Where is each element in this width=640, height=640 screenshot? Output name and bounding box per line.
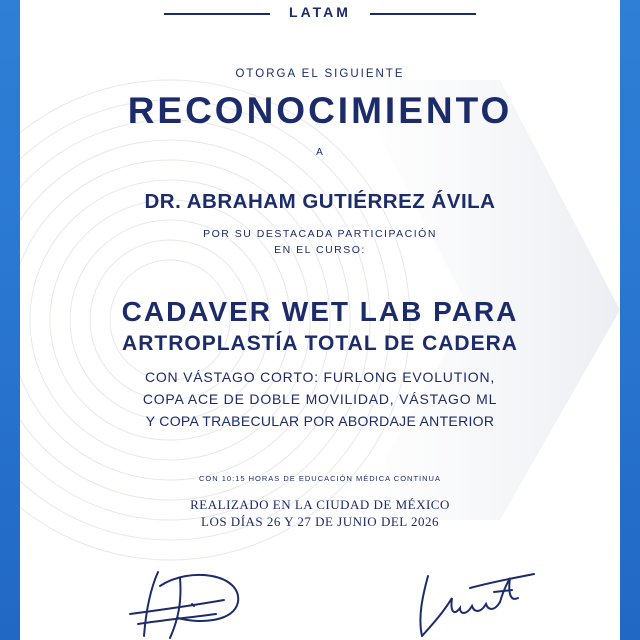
education-hours: CON 10:15 HORAS DE EDUCACIÓN MÉDICA CONTINUA: [199, 474, 441, 483]
location-line: REALIZADO EN LA CIUDAD DE MÉXICO: [190, 497, 450, 512]
reason-line-1: POR SU DESTACADA PARTICIPACIÓN: [203, 228, 437, 240]
preposition-text: A: [316, 147, 324, 158]
signature-right: [400, 568, 540, 640]
course-detail-line-3: Y COPA TRABECULAR POR ABORDAJE ANTERIOR: [145, 413, 495, 429]
course-title-line-1: CADAVER WET LAB PARA: [121, 296, 519, 327]
course-detail-line-2: COPA ACE DE DOBLE MOVILIDAD, VÁSTAGO ML: [142, 391, 498, 407]
signature-left: [120, 560, 250, 640]
certificate: [20, 0, 620, 640]
recipient-name: DR. ABRAHAM GUTIÉRREZ ÁVILA: [144, 190, 496, 213]
intro-text: OTORGA EL SIGUIENTE: [235, 68, 405, 80]
course-detail-line-1: CON VÁSTAGO CORTO: FURLONG EVOLUTION,: [144, 369, 496, 385]
course-title-line-2: ARTROPLASTÍA TOTAL DE CADERA: [122, 332, 518, 355]
reason-line-2: EN EL CURSO:: [274, 244, 366, 256]
dates-line: LOS DÍAS 26 Y 27 DE JUNIO DEL 2026: [201, 514, 439, 529]
brand-label: LATAM: [289, 4, 351, 20]
certificate-title: RECONOCIMIENTO: [127, 90, 513, 131]
header-divider-right: [370, 13, 476, 15]
